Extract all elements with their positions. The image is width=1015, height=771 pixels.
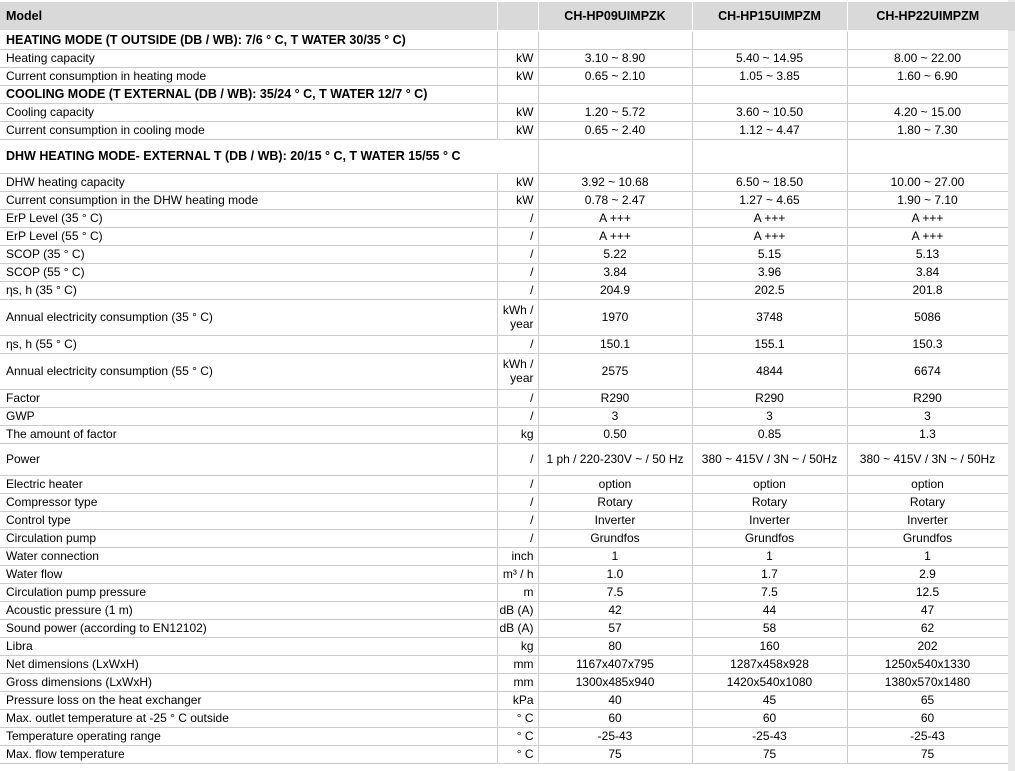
value-cell: 42 bbox=[538, 601, 692, 619]
unit-cell: kW bbox=[497, 121, 538, 139]
unit-cell: / bbox=[497, 263, 538, 281]
row-label: Cooling capacity bbox=[0, 103, 497, 121]
value-cell: option bbox=[538, 475, 692, 493]
value-cell: 1.80 ~ 7.30 bbox=[847, 121, 1008, 139]
spec-table-body bbox=[0, 31, 1008, 763]
value-cell: A +++ bbox=[538, 227, 692, 245]
row-label: Electric heater bbox=[0, 475, 497, 493]
value-cell: 7.5 bbox=[692, 583, 847, 601]
value-cell: 201.8 bbox=[847, 281, 1008, 299]
value-cell: 1.60 ~ 6.90 bbox=[847, 67, 1008, 85]
value-cell: 3 bbox=[847, 407, 1008, 425]
row-label: Circulation pump pressure bbox=[0, 583, 497, 601]
table-row bbox=[0, 49, 1008, 67]
row-label: Control type bbox=[0, 511, 497, 529]
unit-cell: ° C bbox=[497, 745, 538, 763]
row-label: Compressor type bbox=[0, 493, 497, 511]
value-cell: 1167x407x795 bbox=[538, 655, 692, 673]
unit-cell: / bbox=[497, 227, 538, 245]
unit-cell: kPa bbox=[497, 691, 538, 709]
value-cell: 40 bbox=[538, 691, 692, 709]
row-label: ηs, h (35 ° C) bbox=[0, 281, 497, 299]
value-cell: 160 bbox=[692, 637, 847, 655]
value-cell: A +++ bbox=[692, 209, 847, 227]
value-cell: 1250x540x1330 bbox=[847, 655, 1008, 673]
row-label: Heating capacity bbox=[0, 49, 497, 67]
value-cell: 7.5 bbox=[538, 583, 692, 601]
value-cell: option bbox=[692, 475, 847, 493]
unit-cell: / bbox=[497, 209, 538, 227]
row-label: Factor bbox=[0, 389, 497, 407]
value-cell: 47 bbox=[847, 601, 1008, 619]
unit-cell: kW bbox=[497, 173, 538, 191]
value-cell: Rotary bbox=[692, 493, 847, 511]
value-cell: 1 bbox=[692, 547, 847, 565]
value-cell: 58 bbox=[692, 619, 847, 637]
unit-cell: / bbox=[497, 335, 538, 353]
value-cell: A +++ bbox=[847, 209, 1008, 227]
value-cell: 75 bbox=[692, 745, 847, 763]
value-cell: Inverter bbox=[692, 511, 847, 529]
value-cell: Inverter bbox=[847, 511, 1008, 529]
section-row bbox=[0, 139, 1008, 173]
row-label: ηs, h (55 ° C) bbox=[0, 335, 497, 353]
value-cell: 1.90 ~ 7.10 bbox=[847, 191, 1008, 209]
value-cell: 380 ~ 415V / 3N ~ / 50Hz bbox=[692, 443, 847, 475]
value-cell: 1.27 ~ 4.65 bbox=[692, 191, 847, 209]
value-cell: 204.9 bbox=[538, 281, 692, 299]
row-label: DHW heating capacity bbox=[0, 173, 497, 191]
row-label: Water flow bbox=[0, 565, 497, 583]
model-header-label: Model bbox=[0, 2, 497, 31]
row-label: Libra bbox=[0, 637, 497, 655]
value-cell: 1.12 ~ 4.47 bbox=[692, 121, 847, 139]
value-cell: 8.00 ~ 22.00 bbox=[847, 49, 1008, 67]
unit-cell: dB (A) bbox=[497, 619, 538, 637]
value-cell bbox=[692, 31, 847, 49]
value-cell: 1.05 ~ 3.85 bbox=[692, 67, 847, 85]
unit-cell: kg bbox=[497, 637, 538, 655]
table-row bbox=[0, 299, 1008, 335]
table-row bbox=[0, 511, 1008, 529]
value-cell: 1.0 bbox=[538, 565, 692, 583]
value-cell: Grundfos bbox=[847, 529, 1008, 547]
table-row bbox=[0, 245, 1008, 263]
table-row bbox=[0, 637, 1008, 655]
table-row bbox=[0, 475, 1008, 493]
value-cell: 5.22 bbox=[538, 245, 692, 263]
value-cell: 3.10 ~ 8.90 bbox=[538, 49, 692, 67]
value-cell: 5086 bbox=[847, 299, 1008, 335]
value-cell: 2.9 bbox=[847, 565, 1008, 583]
value-cell: 62 bbox=[847, 619, 1008, 637]
row-label: SCOP (55 ° C) bbox=[0, 263, 497, 281]
unit-cell: / bbox=[497, 511, 538, 529]
table-row bbox=[0, 103, 1008, 121]
value-cell bbox=[538, 31, 692, 49]
value-cell: 12.5 bbox=[847, 583, 1008, 601]
value-cell: 1.20 ~ 5.72 bbox=[538, 103, 692, 121]
section-row bbox=[0, 85, 1008, 103]
header-background-extension bbox=[1008, 2, 1015, 31]
unit-cell: mm bbox=[497, 655, 538, 673]
table-row bbox=[0, 673, 1008, 691]
value-cell: 5.40 ~ 14.95 bbox=[692, 49, 847, 67]
value-cell: 60 bbox=[847, 709, 1008, 727]
value-cell: 3.96 bbox=[692, 263, 847, 281]
value-cell: Grundfos bbox=[692, 529, 847, 547]
row-label: Max. flow temperature bbox=[0, 745, 497, 763]
unit-cell: dB (A) bbox=[497, 601, 538, 619]
unit-cell: kW bbox=[497, 49, 538, 67]
value-cell: R290 bbox=[692, 389, 847, 407]
table-row bbox=[0, 529, 1008, 547]
unit-cell: / bbox=[497, 475, 538, 493]
unit-cell: ° C bbox=[497, 709, 538, 727]
unit-cell: / bbox=[497, 389, 538, 407]
value-cell: 75 bbox=[847, 745, 1008, 763]
row-label: Net dimensions (LxWxH) bbox=[0, 655, 497, 673]
row-label: Gross dimensions (LxWxH) bbox=[0, 673, 497, 691]
value-cell: 1380x570x1480 bbox=[847, 673, 1008, 691]
unit-cell: / bbox=[497, 493, 538, 511]
value-cell: R290 bbox=[538, 389, 692, 407]
value-cell: 1 ph / 220-230V ~ / 50 Hz bbox=[538, 443, 692, 475]
row-label: Annual electricity consumption (55 ° C) bbox=[0, 353, 497, 389]
table-row bbox=[0, 335, 1008, 353]
table-row bbox=[0, 353, 1008, 389]
table-row bbox=[0, 263, 1008, 281]
value-cell: 1970 bbox=[538, 299, 692, 335]
value-cell: 60 bbox=[692, 709, 847, 727]
unit-cell: / bbox=[497, 529, 538, 547]
row-label: Current consumption in cooling mode bbox=[0, 121, 497, 139]
table-row bbox=[0, 727, 1008, 745]
value-cell: 57 bbox=[538, 619, 692, 637]
value-cell: R290 bbox=[847, 389, 1008, 407]
value-cell bbox=[692, 85, 847, 103]
value-cell: 1 bbox=[538, 547, 692, 565]
row-label: Max. outlet temperature at -25 ° C outside bbox=[0, 709, 497, 727]
value-cell: 380 ~ 415V / 3N ~ / 50Hz bbox=[847, 443, 1008, 475]
value-cell bbox=[538, 85, 692, 103]
value-cell: 3.60 ~ 10.50 bbox=[692, 103, 847, 121]
table-row bbox=[0, 443, 1008, 475]
section-label: DHW HEATING MODE- EXTERNAL T (DB / WB): 20/15 ° C, T WATER 15/55 ° C bbox=[0, 139, 538, 173]
table-row bbox=[0, 67, 1008, 85]
row-label: Power bbox=[0, 443, 497, 475]
value-cell: A +++ bbox=[538, 209, 692, 227]
value-cell: 4844 bbox=[692, 353, 847, 389]
value-cell: 202 bbox=[847, 637, 1008, 655]
section-label: HEATING MODE (T OUTSIDE (DB / WB): 7/6 ° C, T WATER 30/35 ° C) bbox=[0, 31, 497, 49]
value-cell: 3 bbox=[538, 407, 692, 425]
table-row bbox=[0, 601, 1008, 619]
row-label: Annual electricity consumption (35 ° C) bbox=[0, 299, 497, 335]
value-cell: Rotary bbox=[847, 493, 1008, 511]
table-row bbox=[0, 655, 1008, 673]
unit-cell: kg bbox=[497, 425, 538, 443]
row-label: Current consumption in the DHW heating mode bbox=[0, 191, 497, 209]
unit-cell bbox=[497, 31, 538, 49]
value-cell: 3 bbox=[692, 407, 847, 425]
table-row bbox=[0, 407, 1008, 425]
row-label: SCOP (35 ° C) bbox=[0, 245, 497, 263]
row-label: Pressure loss on the heat exchanger bbox=[0, 691, 497, 709]
value-cell: Inverter bbox=[538, 511, 692, 529]
value-cell: -25-43 bbox=[692, 727, 847, 745]
row-label: ErP Level (55 ° C) bbox=[0, 227, 497, 245]
unit-cell: kW bbox=[497, 67, 538, 85]
table-row bbox=[0, 209, 1008, 227]
value-cell: 150.3 bbox=[847, 335, 1008, 353]
unit-cell: kW bbox=[497, 103, 538, 121]
unit-cell: kWh / year bbox=[497, 353, 538, 389]
value-cell: 3.92 ~ 10.68 bbox=[538, 173, 692, 191]
unit-cell bbox=[497, 85, 538, 103]
table-row bbox=[0, 191, 1008, 209]
unit-cell: ° C bbox=[497, 727, 538, 745]
value-cell: A +++ bbox=[847, 227, 1008, 245]
value-cell: 155.1 bbox=[692, 335, 847, 353]
value-cell: 0.65 ~ 2.40 bbox=[538, 121, 692, 139]
value-cell: 60 bbox=[538, 709, 692, 727]
value-cell: 3.84 bbox=[538, 263, 692, 281]
value-cell: 150.1 bbox=[538, 335, 692, 353]
value-cell: 0.65 ~ 2.10 bbox=[538, 67, 692, 85]
value-cell: 1420x540x1080 bbox=[692, 673, 847, 691]
value-cell: 2575 bbox=[538, 353, 692, 389]
row-label: Circulation pump bbox=[0, 529, 497, 547]
table-row bbox=[0, 745, 1008, 763]
row-label: Sound power (according to EN12102) bbox=[0, 619, 497, 637]
value-cell bbox=[847, 85, 1008, 103]
value-cell: Grundfos bbox=[538, 529, 692, 547]
header-row bbox=[0, 2, 1008, 31]
row-label: The amount of factor bbox=[0, 425, 497, 443]
table-row bbox=[0, 425, 1008, 443]
unit-cell: mm bbox=[497, 673, 538, 691]
value-cell: 1 bbox=[847, 547, 1008, 565]
table-row bbox=[0, 493, 1008, 511]
table-row bbox=[0, 547, 1008, 565]
value-cell: 80 bbox=[538, 637, 692, 655]
value-cell: Rotary bbox=[538, 493, 692, 511]
value-cell: 10.00 ~ 27.00 bbox=[847, 173, 1008, 191]
unit-cell: kWh / year bbox=[497, 299, 538, 335]
section-row bbox=[0, 31, 1008, 49]
value-cell bbox=[538, 139, 692, 173]
value-cell: 75 bbox=[538, 745, 692, 763]
unit-cell: m bbox=[497, 583, 538, 601]
table-row bbox=[0, 173, 1008, 191]
page-background-strip bbox=[1008, 0, 1015, 771]
value-cell: 65 bbox=[847, 691, 1008, 709]
value-cell: 1.7 bbox=[692, 565, 847, 583]
value-cell: 202.5 bbox=[692, 281, 847, 299]
value-cell: option bbox=[847, 475, 1008, 493]
row-label: GWP bbox=[0, 407, 497, 425]
value-cell: -25-43 bbox=[847, 727, 1008, 745]
value-cell: 0.85 bbox=[692, 425, 847, 443]
unit-cell: / bbox=[497, 443, 538, 475]
spec-table-head bbox=[0, 2, 1008, 31]
value-cell: 44 bbox=[692, 601, 847, 619]
unit-header-cell bbox=[497, 2, 538, 31]
row-label: Acoustic pressure (1 m) bbox=[0, 601, 497, 619]
value-cell: 3.84 bbox=[847, 263, 1008, 281]
model-column-header: CH-HP22UIMPZM bbox=[847, 2, 1008, 31]
unit-cell: / bbox=[497, 281, 538, 299]
value-cell: 1300x485x940 bbox=[538, 673, 692, 691]
value-cell: 4.20 ~ 15.00 bbox=[847, 103, 1008, 121]
unit-cell: inch bbox=[497, 547, 538, 565]
unit-cell: / bbox=[497, 407, 538, 425]
unit-cell: / bbox=[497, 245, 538, 263]
value-cell: 3748 bbox=[692, 299, 847, 335]
model-column-header: CH-HP09UIMPZK bbox=[538, 2, 692, 31]
unit-cell: m³ / h bbox=[497, 565, 538, 583]
value-cell: 6.50 ~ 18.50 bbox=[692, 173, 847, 191]
value-cell bbox=[847, 139, 1008, 173]
table-row bbox=[0, 281, 1008, 299]
value-cell bbox=[692, 139, 847, 173]
table-row bbox=[0, 389, 1008, 407]
table-row bbox=[0, 565, 1008, 583]
value-cell: A +++ bbox=[692, 227, 847, 245]
value-cell: 45 bbox=[692, 691, 847, 709]
value-cell bbox=[847, 31, 1008, 49]
unit-cell: kW bbox=[497, 191, 538, 209]
value-cell: 6674 bbox=[847, 353, 1008, 389]
value-cell: 0.50 bbox=[538, 425, 692, 443]
table-row bbox=[0, 691, 1008, 709]
row-label: Water connection bbox=[0, 547, 497, 565]
row-label: Temperature operating range bbox=[0, 727, 497, 745]
value-cell: 5.13 bbox=[847, 245, 1008, 263]
value-cell: 0.78 ~ 2.47 bbox=[538, 191, 692, 209]
value-cell: -25-43 bbox=[538, 727, 692, 745]
spec-table bbox=[0, 2, 1009, 764]
value-cell: 1.3 bbox=[847, 425, 1008, 443]
row-label: Current consumption in heating mode bbox=[0, 67, 497, 85]
table-row bbox=[0, 227, 1008, 245]
model-column-header: CH-HP15UIMPZM bbox=[692, 2, 847, 31]
table-row bbox=[0, 619, 1008, 637]
value-cell: 5.15 bbox=[692, 245, 847, 263]
table-row bbox=[0, 709, 1008, 727]
table-row bbox=[0, 583, 1008, 601]
table-row bbox=[0, 121, 1008, 139]
value-cell: 1287x458x928 bbox=[692, 655, 847, 673]
section-label: COOLING MODE (T EXTERNAL (DB / WB): 35/24 ° C, T WATER 12/7 ° C) bbox=[0, 85, 497, 103]
row-label: ErP Level (35 ° C) bbox=[0, 209, 497, 227]
